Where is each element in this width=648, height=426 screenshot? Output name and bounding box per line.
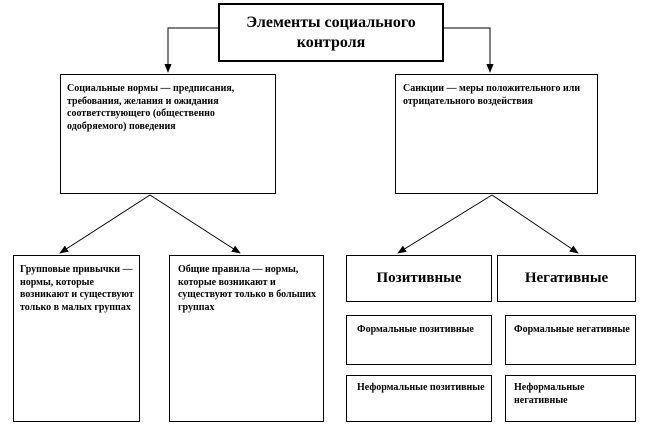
diagram-title: Элементы социального контроля — [246, 14, 416, 51]
formal-negative-box — [505, 315, 636, 365]
social-norms-box — [60, 74, 276, 194]
general-rules-box — [169, 255, 324, 422]
sanctions-text: Санкции — меры положительного или отрицательного воздействия — [403, 83, 581, 107]
arrow-title-to-norms — [168, 28, 218, 72]
formal-negative-label: Формальные негативные — [514, 324, 630, 335]
arrow-sanctions-to-positive — [398, 195, 492, 253]
arrow-norms-to-group — [60, 195, 150, 253]
informal-positive-box — [346, 375, 492, 422]
informal-positive-label: Неформальные позитивные — [357, 382, 485, 393]
arrow-sanctions-to-negative — [492, 195, 578, 253]
formal-positive-box — [346, 315, 492, 365]
informal-negative-box — [505, 375, 636, 422]
positive-sanctions-box — [346, 255, 492, 302]
general-rules-text: Общие правила — нормы, которые возникают и существуют только в больших группах — [178, 264, 317, 313]
formal-positive-label: Формальные позитивные — [357, 324, 474, 335]
group-habits-box — [13, 255, 140, 422]
negative-sanctions-box — [497, 255, 636, 302]
diagram-title-box — [218, 3, 444, 62]
sanctions-box — [395, 74, 598, 194]
negative-sanctions-label: Негативные — [524, 270, 609, 286]
arrow-title-to-sanctions — [444, 28, 490, 72]
positive-sanctions-label: Позитивные — [376, 270, 462, 286]
group-habits-text: Групповые привычки — нормы, которые возникают и существуют только в малых группах — [20, 264, 134, 313]
arrow-norms-to-general — [150, 195, 240, 253]
informal-negative-label: Неформальные негативные — [514, 382, 585, 406]
social-norms-text: Социальные нормы — предписания, требования, желания и ожидания соответствующего (общественно одобряемого) поведения — [67, 83, 235, 132]
